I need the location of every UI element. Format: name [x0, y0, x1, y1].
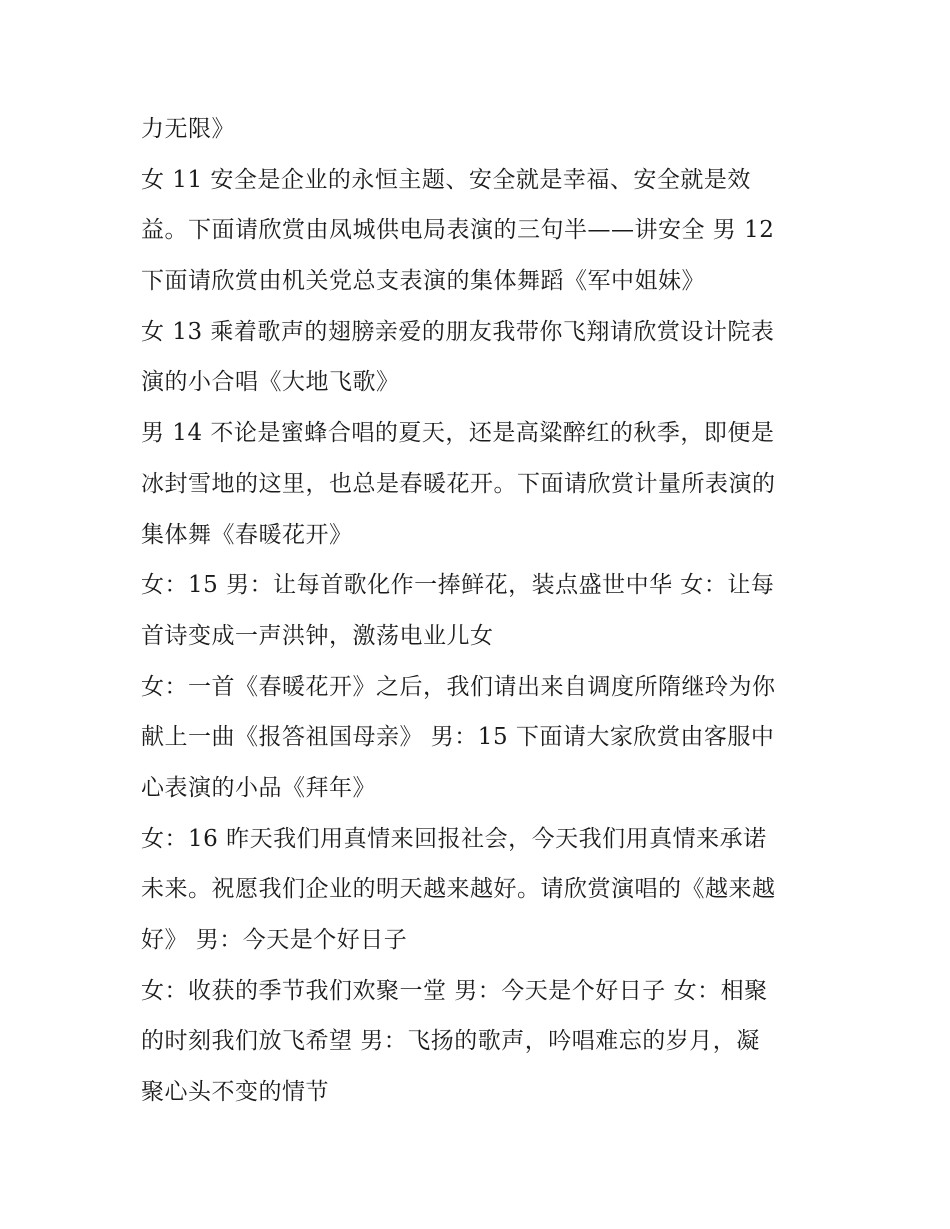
text-line: 冰封雪地的这里，也总是春暖花开。下面请欣赏计量所表演的: [141, 470, 776, 497]
text-line: 女 11 安全是企业的永恒主题、安全就是幸福、安全就是效: [141, 166, 751, 193]
text-line: 益。下面请欣赏由凤城供电局表演的三句半——讲安全 男 12: [141, 217, 775, 244]
text-line: 好》 男：今天是个好日子: [141, 927, 408, 953]
text-line: 下面请欣赏由机关党总支表演的集体舞蹈《军中姐妹》: [141, 268, 705, 295]
text-line: 的时刻我们放飞希望 男：飞扬的歌声，吟唱难忘的岁月，凝: [141, 1028, 760, 1055]
text-line: 演的小合唱《大地飞歌》: [141, 369, 400, 396]
text-line: 男 14 不论是蜜蜂合唱的夏天，还是高粱醉红的秋季，即便是: [141, 420, 775, 447]
text-line: 首诗变成一声洪钟，激荡电业儿女: [141, 622, 494, 649]
text-line: 未来。祝愿我们企业的明天越来越好。请欣赏演唱的《越来越: [141, 876, 776, 903]
text-line: 心表演的小品《拜年》: [141, 774, 376, 801]
document-body: [141, 107, 821, 1121]
text-line: 集体舞《春暖花开》: [141, 521, 353, 548]
text-line: 女 13 乘着歌声的翅膀亲爱的朋友我带你飞翔请欣赏设计院表: [141, 318, 775, 345]
text-line: 女：15 男：让每首歌化作一捧鲜花，装点盛世中华 女：让每: [141, 572, 775, 599]
text-line: 献上一曲《报答祖国母亲》 男：15 下面请大家欣赏由客服中: [141, 724, 775, 751]
text-line: 女：16 昨天我们用真情来回报社会，今天我们用真情来承诺: [141, 825, 767, 852]
text-line: 聚心头不变的情节: [141, 1079, 329, 1106]
text-line: 女：收获的季节我们欢聚一堂 男：今天是个好日子 女：相聚: [141, 977, 768, 1004]
text-line: 力无限》: [141, 116, 235, 142]
text-line: 女：一首《春暖花开》之后，我们请出来自调度所隋继玲为你: [141, 673, 776, 700]
